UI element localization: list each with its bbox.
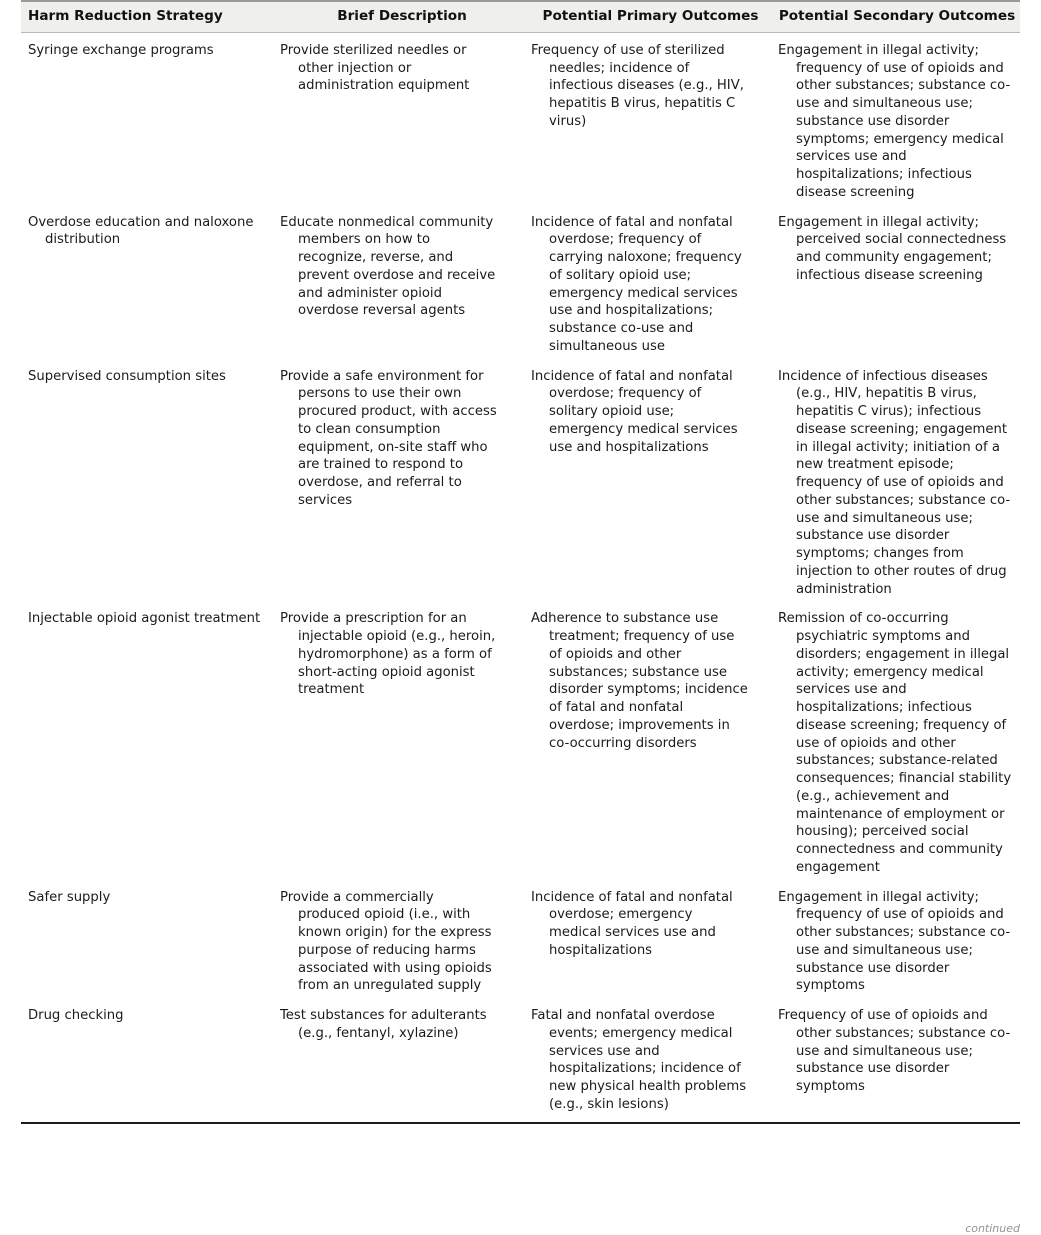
cell-description-text: Provide a safe environment for persons to use their own procured product, with access to clean consumption equipment, on-site staff who are trained to respond to overdose, and referral to services: [280, 368, 497, 508]
cell-primary-outcomes: [527, 880, 774, 999]
column-header-description: Brief Description: [277, 1, 527, 32]
cell-secondary-outcomes: [774, 32, 1020, 204]
cell-primary-outcomes-text: Fatal and nonfatal overdose events; emergency medical services use and hospitalizations; incidence of new physical health problems (e.g., skin lesions): [531, 1008, 747, 1112]
cell-secondary-outcomes-text: Incidence of infectious diseases (e.g., HIV, hepatitis B virus, hepatitis C virus); infectious disease screening; engagement in illegal activity; initiation of a new treatment episode; frequency of use of opioids and other substances; substance co-use and simultaneous use; substance use disorder symptoms; changes from injection to other routes of drug administration: [778, 368, 1011, 597]
column-header-strategy: Harm Reduction Strategy: [21, 1, 277, 32]
cell-description: [277, 998, 527, 1123]
cell-description: [277, 205, 527, 359]
cell-strategy-text: Drug checking: [28, 1008, 124, 1024]
cell-secondary-outcomes-text: Frequency of use of opioids and other substances; substance co-use and simultaneous use; substance use disorder symptoms: [778, 1008, 1011, 1095]
cell-secondary-outcomes: [774, 998, 1020, 1123]
table-row: [21, 32, 1020, 204]
cell-strategy-text: Syringe exchange programs: [28, 42, 214, 58]
cell-description-text: Provide a commercially produced opioid (i.e., with known origin) for the express purpose of reducing harms associated with using opioids from an unregulated supply: [280, 889, 492, 994]
cell-primary-outcomes: [527, 359, 774, 602]
cell-primary-outcomes: [527, 601, 774, 879]
cell-secondary-outcomes: [774, 601, 1020, 879]
column-header-primary-outcomes: Potential Primary Outcomes: [527, 1, 774, 32]
cell-strategy-text: Overdose education and naloxone distribution: [28, 214, 254, 248]
cell-primary-outcomes-text: Incidence of fatal and nonfatal overdose; frequency of carrying naloxone; frequency of solitary opioid use; emergency medical services use and hospitalizations; substance co-use and simultaneous use: [531, 214, 742, 354]
cell-strategy: [21, 998, 277, 1123]
cell-description-text: Provide sterilized needles or other injection or administration equipment: [280, 42, 470, 94]
table-row: [21, 998, 1020, 1123]
cell-description-text: Educate nonmedical community members on how to recognize, reverse, and prevent overdose and receive and administer opioid overdose reversal agents: [280, 214, 496, 319]
cell-strategy: [21, 601, 277, 879]
cell-secondary-outcomes: [774, 359, 1020, 602]
table-body: [21, 32, 1020, 1122]
table-row: [21, 601, 1020, 879]
cell-secondary-outcomes-text: Engagement in illegal activity; frequency of use of opioids and other substances; substance co-use and simultaneous use; substance use disorder symptoms: [778, 889, 1011, 994]
table-continued-note: continued: [965, 1222, 1020, 1235]
cell-strategy-text: Safer supply: [28, 889, 111, 905]
table-row: [21, 205, 1020, 359]
cell-description: [277, 32, 527, 204]
cell-primary-outcomes-text: Frequency of use of sterilized needles; incidence of infectious diseases (e.g., HIV, hepatitis B virus, hepatitis C virus): [531, 42, 744, 129]
cell-secondary-outcomes: [774, 880, 1020, 999]
cell-description-text: Provide a prescription for an injectable opioid (e.g., heroin, hydromorphone) as a form of short-acting opioid agonist treatment: [280, 611, 496, 698]
cell-secondary-outcomes-text: Engagement in illegal activity; frequency of use of opioids and other substances; substance co-use and simultaneous use; substance use disorder symptoms; emergency medical services use and hospitalizations; infectious disease screening: [778, 42, 1011, 200]
cell-strategy: [21, 32, 277, 204]
column-header-secondary-outcomes: Potential Secondary Outcomes: [774, 1, 1020, 32]
table-header-row: [21, 1, 1020, 32]
table-header: [21, 1, 1020, 32]
cell-primary-outcomes-text: Adherence to substance use treatment; frequency of use of opioids and other substances; substance use disorder symptoms; incidence of fatal and nonfatal overdose; improvements in co-occurring disorders: [531, 611, 748, 751]
cell-primary-outcomes: [527, 998, 774, 1123]
cell-primary-outcomes-text: Incidence of fatal and nonfatal overdose; emergency medical services use and hospitalizations: [531, 889, 733, 958]
cell-secondary-outcomes: [774, 205, 1020, 359]
cell-primary-outcomes: [527, 32, 774, 204]
cell-primary-outcomes-text: Incidence of fatal and nonfatal overdose; frequency of solitary opioid use; emergency medical services use and hospitalizations: [531, 368, 738, 455]
cell-description: [277, 359, 527, 602]
cell-secondary-outcomes-text: Engagement in illegal activity; perceived social connectedness and community engagement; infectious disease screening: [778, 214, 1007, 283]
cell-primary-outcomes: [527, 205, 774, 359]
cell-strategy: [21, 205, 277, 359]
cell-secondary-outcomes-text: Remission of co-occurring psychiatric symptoms and disorders; engagement in illegal activity; emergency medical services use and hospitalizations; infectious disease screening; frequency of use of opioids and other substances; substance-related consequences; financial stability (e.g., achievement and maintenance of employment or housing); perceived social connectedness and community engagement: [778, 611, 1012, 875]
cell-description: [277, 601, 527, 879]
cell-strategy: [21, 359, 277, 602]
cell-strategy: [21, 880, 277, 999]
table-row: [21, 359, 1020, 602]
cell-description-text: Test substances for adulterants (e.g., fentanyl, xylazine): [280, 1008, 487, 1041]
harm-reduction-strategies-table: [21, 0, 1020, 1124]
cell-description: [277, 880, 527, 999]
table-row: [21, 880, 1020, 999]
cell-strategy-text: Supervised consumption sites: [28, 368, 226, 384]
cell-strategy-text: Injectable opioid agonist treatment: [28, 611, 261, 627]
